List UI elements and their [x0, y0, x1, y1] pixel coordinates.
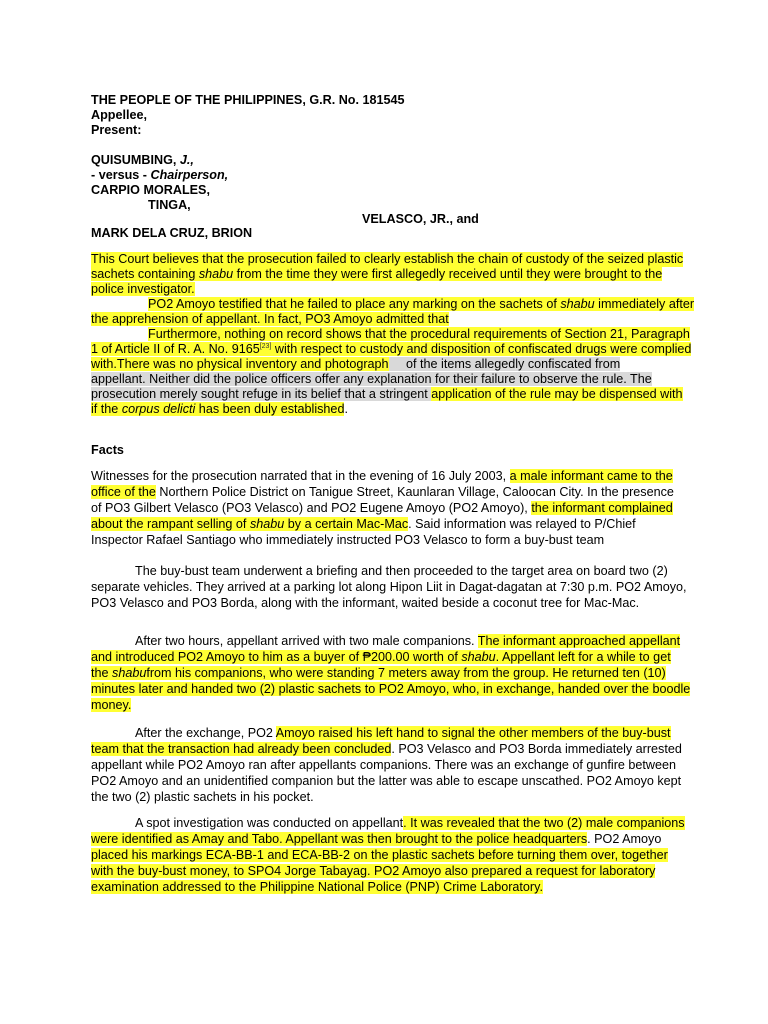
versus-chairperson: - versus - Chairperson, — [91, 168, 229, 182]
justice-carpio-morales: CARPIO MORALES, — [91, 183, 210, 197]
present-label: Present: — [91, 123, 142, 137]
justice-tinga: TINGA, — [148, 198, 191, 212]
body-line: appellant. Neither did the police officers offer any explanation for their failure to observe the rule. The — [91, 372, 652, 386]
body-line: if the corpus delicti has been duly established. — [91, 402, 348, 416]
body-line: the shabufrom his companions, who were standing 7 meters away from the group. He returned ten (10) — [91, 666, 666, 680]
body-line: PO3 Velasco and PO3 Borda, along with the informant, waited beside a coconut tree for Mac-Mac. — [91, 596, 640, 610]
party-role-appellee: Appellee, — [91, 108, 147, 122]
body-line: the apprehension of appellant. In fact, PO3 Amoyo admitted that — [91, 312, 449, 326]
case-title: THE PEOPLE OF THE PHILIPPINES, G.R. No. 181545 — [91, 93, 405, 107]
body-line: separate vehicles. They arrived at a parking lot along Hipon Liit in Dagat-dagatan at 7:30 p.m. PO2 Amoyo, — [91, 580, 687, 594]
body-line: prosecution merely sought refuge in its belief that a stringent application of the rule may be dispensed with — [91, 387, 683, 401]
body-line: This Court believes that the prosecution failed to clearly establish the chain of custody of the seized plastic — [91, 252, 684, 266]
body-line: 1 of Article II of R. A. No. 9165[23] with respect to custody and disposition of confiscated drugs were complied — [91, 342, 692, 356]
body-line: about the rampant selling of shabu by a certain Mac-Mac. Said information was relayed to P/Chief — [91, 517, 636, 531]
justice-velasco: VELASCO, JR., and — [362, 212, 479, 226]
body-line: Witnesses for the prosecution narrated that in the evening of 16 July 2003, a male informant came to the — [91, 469, 673, 483]
section-heading-facts: Facts — [91, 443, 124, 457]
body-line: with.There was no physical inventory and photograph of the items allegedly confiscated from — [91, 357, 621, 371]
body-line: Inspector Rafael Santiago who immediately instructed PO3 Velasco to form a buy-bust team — [91, 533, 605, 547]
body-line: office of the Northern Police District on Tanigue Street, Kaunlaran Village, Caloocan City. In the presence — [91, 485, 674, 499]
body-line: placed his markings ECA-BB-1 and ECA-BB-2 on the plastic sachets before turning them over, together — [91, 848, 668, 862]
body-line: were identified as Amay and Tabo. Appellant was then brought to the police headquarters. PO2 Amoyo — [91, 832, 662, 846]
body-line: The buy-bust team underwent a briefing and then proceeded to the target area on board two (2) — [135, 564, 668, 578]
body-line: team that the transaction had already been concluded. PO3 Velasco and PO3 Borda immediately arrested — [91, 742, 682, 756]
justice-quisumbing: QUISUMBING, J., — [91, 153, 194, 167]
body-line: with the buy-bust money, to SPO4 Jorge Tabayag. PO2 Amoyo also prepared a request for laboratory — [91, 864, 656, 878]
body-line: and introduced PO2 Amoyo to him as a buyer of ₱200.00 worth of shabu. Appellant left for a while to get — [91, 650, 671, 664]
body-line: the two (2) plastic sachets in his pocket. — [91, 790, 314, 804]
body-line: minutes later and handed two (2) plastic sachets to PO2 Amoyo, who, in exchange, handed over the boodle — [91, 682, 691, 696]
body-line: After the exchange, PO2 Amoyo raised his left hand to signal the other members of the buy-bust — [135, 726, 671, 740]
footnote-ref[interactable]: [23] — [259, 342, 272, 350]
body-line: appellant while PO2 Amoyo ran after appellants companions. There was an exchange of gunfire between — [91, 758, 677, 772]
body-line: Furthermore, nothing on record shows that the procedural requirements of Section 21, Paragraph — [148, 327, 690, 341]
body-line: examination addressed to the Philippine National Police (PNP) Crime Laboratory. — [91, 880, 543, 894]
appellant-name: MARK DELA CRUZ, BRION — [91, 226, 253, 240]
body-line: police investigator. — [91, 282, 195, 296]
body-line: PO2 Amoyo testified that he failed to place any marking on the sachets of shabu immediately after — [148, 297, 695, 311]
body-line: sachets containing shabu from the time they were first allegedly received until they were brought to the — [91, 267, 663, 281]
body-line: After two hours, appellant arrived with two male companions. The informant approached appellant — [135, 634, 681, 648]
body-line: A spot investigation was conducted on appellant. It was revealed that the two (2) male companions — [135, 816, 685, 830]
body-line: PO2 Amoyo and an unidentified companion but the latter was able to escape unscathed. PO2 Amoyo kept — [91, 774, 682, 788]
body-line: of PO3 Gilbert Velasco (PO3 Velasco) and PO2 Eugene Amoyo (PO2 Amoyo), the informant complained — [91, 501, 673, 515]
body-line: money. — [91, 698, 132, 712]
